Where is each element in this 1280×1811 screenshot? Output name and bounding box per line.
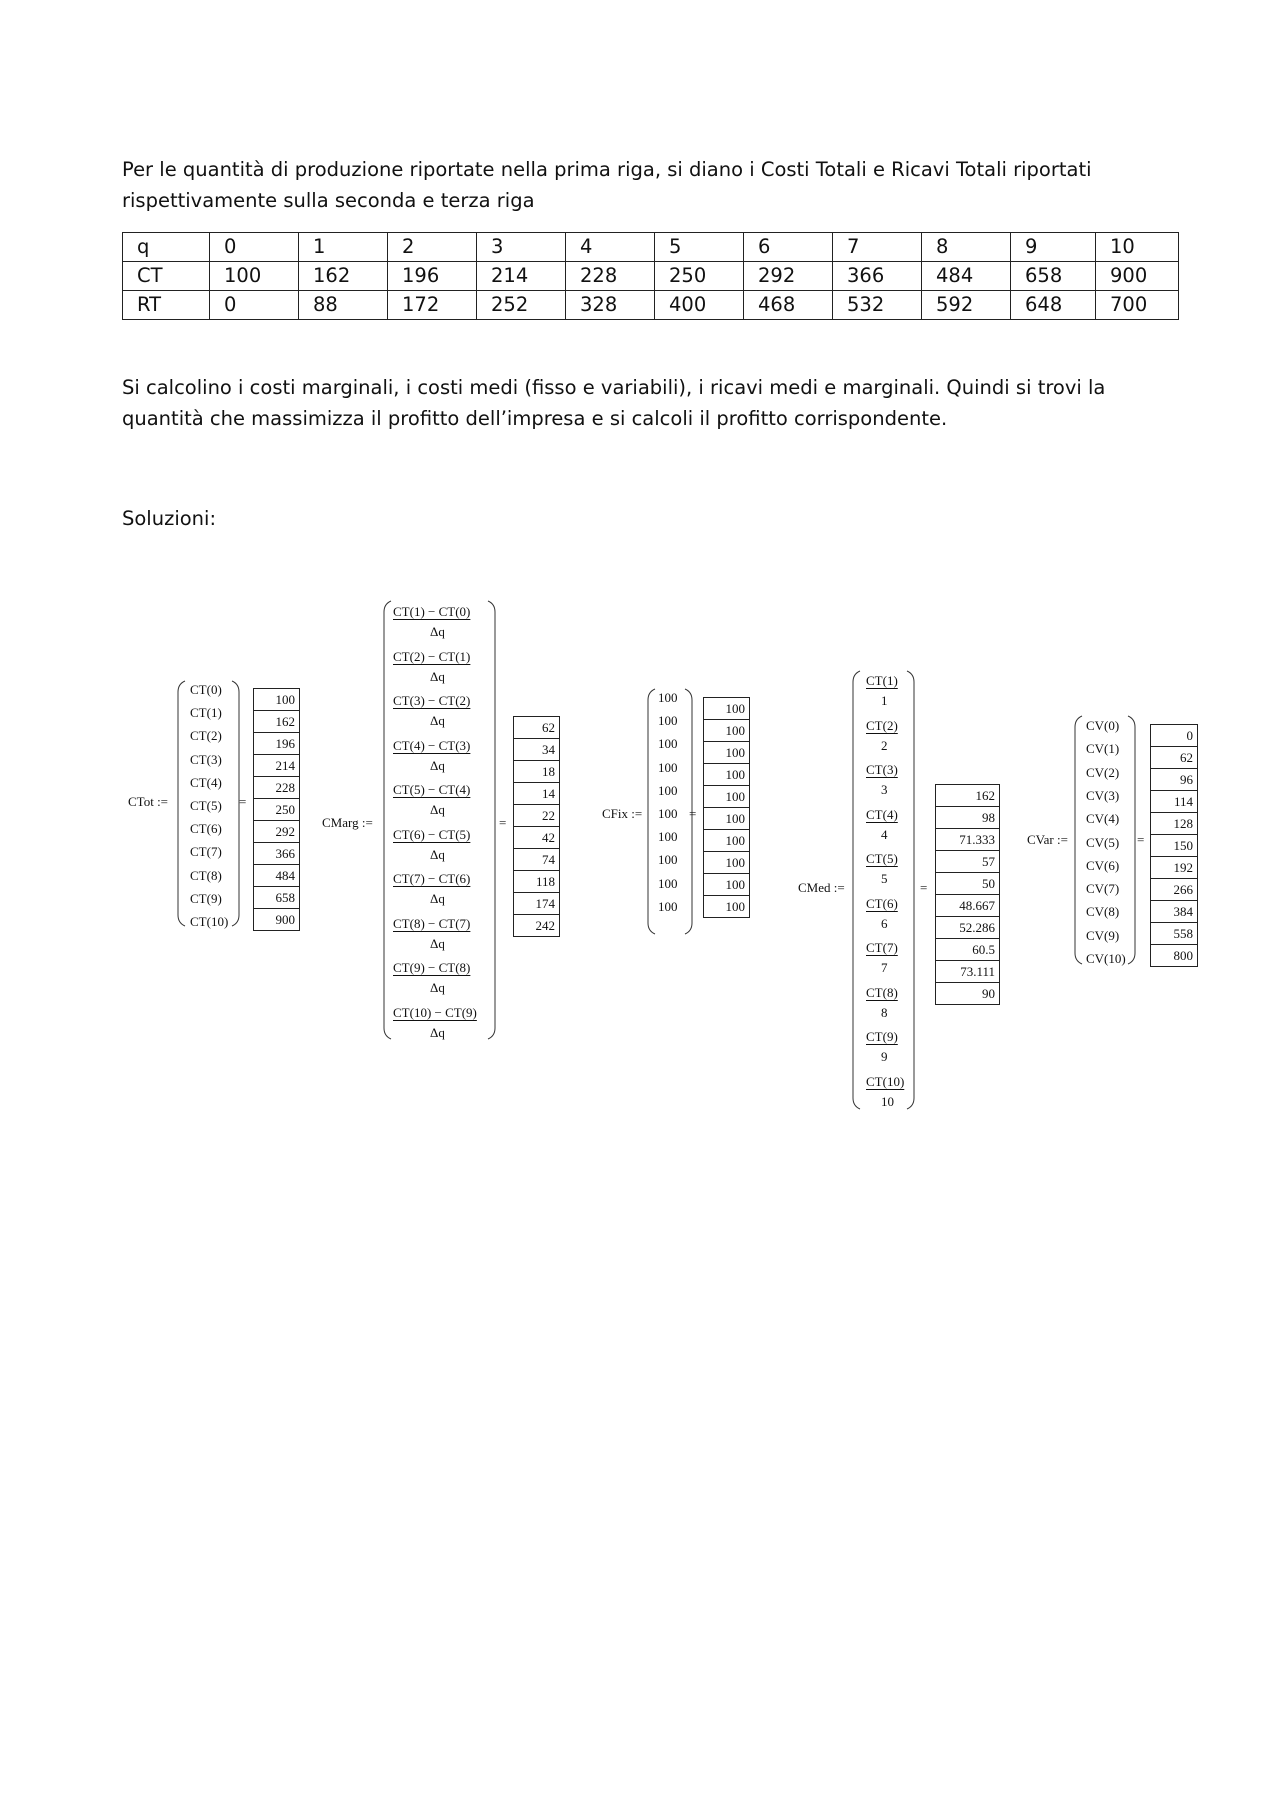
result-cell: 62 bbox=[1151, 747, 1198, 769]
result-cell: 800 bbox=[1151, 945, 1198, 967]
result-cell: 192 bbox=[1151, 857, 1198, 879]
cmed-result-column bbox=[935, 784, 1000, 1005]
cfix-term: 100 bbox=[658, 875, 678, 891]
result-row bbox=[1151, 835, 1198, 857]
result-cell: 34 bbox=[514, 739, 560, 761]
result-row bbox=[254, 777, 300, 799]
result-cell: 658 bbox=[254, 887, 300, 909]
result-cell: 90 bbox=[936, 983, 1000, 1005]
result-row bbox=[936, 983, 1000, 1005]
result-row bbox=[704, 786, 750, 808]
result-row bbox=[704, 720, 750, 742]
cmed-label: CMed := bbox=[798, 880, 845, 895]
table-cell: 88 bbox=[299, 291, 388, 320]
result-row bbox=[1151, 813, 1198, 835]
table-cell: 900 bbox=[1096, 262, 1179, 291]
cvar-term: CV(1) bbox=[1086, 741, 1120, 757]
table-cell: 8 bbox=[922, 233, 1011, 262]
table-cell: 2 bbox=[388, 233, 477, 262]
result-row bbox=[514, 915, 560, 937]
table-cell: 162 bbox=[299, 262, 388, 291]
cfix-term: 100 bbox=[658, 852, 678, 868]
result-row bbox=[1151, 857, 1198, 879]
cmed-denominator: 2 bbox=[881, 737, 888, 753]
cfix-term: 100 bbox=[658, 736, 678, 752]
result-cell: 18 bbox=[514, 761, 560, 783]
cfix-term: 100 bbox=[658, 806, 678, 821]
result-cell: 57 bbox=[936, 851, 1000, 873]
result-cell: 100 bbox=[704, 786, 750, 808]
result-cell: 114 bbox=[1151, 791, 1198, 813]
cmarg-denominator: Δq bbox=[430, 891, 445, 906]
result-row bbox=[704, 852, 750, 874]
result-row bbox=[704, 830, 750, 852]
cvar-term: CV(6) bbox=[1086, 857, 1120, 873]
cmed-denominator: 9 bbox=[881, 1049, 888, 1064]
cfix-term: 100 bbox=[658, 829, 678, 845]
result-row bbox=[1151, 945, 1198, 967]
result-cell: 100 bbox=[704, 698, 750, 720]
cvar-term: CV(9) bbox=[1086, 927, 1120, 943]
result-cell: 292 bbox=[254, 821, 300, 843]
result-cell: 558 bbox=[1151, 923, 1198, 945]
ctot-term: CT(1) bbox=[190, 705, 222, 721]
cvar-label: CVar := bbox=[1027, 832, 1068, 847]
result-cell: 174 bbox=[514, 893, 560, 915]
result-row bbox=[1151, 769, 1198, 791]
cfix-label: CFix := bbox=[602, 806, 643, 821]
table-row bbox=[123, 291, 1179, 320]
result-cell: 266 bbox=[1151, 879, 1198, 901]
result-row bbox=[514, 761, 560, 783]
result-cell: 384 bbox=[1151, 901, 1198, 923]
cmed-numerator: CT(2) bbox=[866, 717, 898, 733]
cfix-term: 100 bbox=[658, 690, 678, 705]
table-cell: 10 bbox=[1096, 233, 1179, 262]
table-cell: 700 bbox=[1096, 291, 1179, 320]
result-row bbox=[704, 808, 750, 830]
result-cell: 98 bbox=[936, 807, 1000, 829]
solutions-heading: Soluzioni: bbox=[122, 507, 217, 530]
cmed-numerator: CT(5) bbox=[866, 851, 898, 866]
cvar-term: CV(7) bbox=[1086, 881, 1120, 897]
cmed-denominator: 10 bbox=[881, 1093, 894, 1109]
cmed-numerator: CT(4) bbox=[866, 806, 898, 822]
table-cell: 400 bbox=[655, 291, 744, 320]
ctot-term: CT(8) bbox=[190, 867, 222, 883]
result-row bbox=[704, 764, 750, 786]
data-table bbox=[122, 232, 1179, 320]
result-cell: 73.111 bbox=[936, 961, 1000, 983]
result-cell: 250 bbox=[254, 799, 300, 821]
result-cell: 100 bbox=[254, 689, 300, 711]
table-cell: 0 bbox=[210, 291, 299, 320]
result-cell: 100 bbox=[704, 720, 750, 742]
result-cell: 900 bbox=[254, 909, 300, 931]
result-row bbox=[514, 805, 560, 827]
cmarg-numerator: CT(8) − CT(7) bbox=[393, 915, 471, 931]
row-header-cell: q bbox=[123, 233, 210, 262]
result-row bbox=[704, 896, 750, 918]
cvar-term: CV(8) bbox=[1086, 904, 1120, 920]
result-row bbox=[514, 739, 560, 761]
left-paren bbox=[177, 680, 187, 927]
result-row bbox=[254, 755, 300, 777]
equals-sign: = bbox=[920, 880, 928, 895]
ctot-term: CT(10) bbox=[190, 914, 229, 929]
cmed-denominator: 1 bbox=[881, 693, 888, 708]
table-cell: 228 bbox=[566, 262, 655, 291]
result-cell: 214 bbox=[254, 755, 300, 777]
result-cell: 62 bbox=[514, 717, 560, 739]
left-paren bbox=[383, 600, 393, 1040]
cfix-term: 100 bbox=[658, 713, 678, 729]
table-cell: 214 bbox=[477, 262, 566, 291]
cmarg-numerator: CT(9) − CT(8) bbox=[393, 960, 471, 975]
ctot-term: CT(7) bbox=[190, 844, 222, 860]
result-cell: 96 bbox=[1151, 769, 1198, 791]
result-cell: 42 bbox=[514, 827, 560, 849]
equals-sign: = bbox=[1137, 832, 1145, 847]
result-cell: 484 bbox=[254, 865, 300, 887]
cmarg-denominator: Δq bbox=[430, 1024, 445, 1040]
cmarg-numerator: CT(1) − CT(0) bbox=[393, 604, 471, 619]
result-row bbox=[514, 783, 560, 805]
cvar-term: CV(3) bbox=[1086, 787, 1120, 803]
result-cell: 162 bbox=[936, 785, 1000, 807]
cmarg-denominator: Δq bbox=[430, 668, 445, 684]
result-row bbox=[1151, 879, 1198, 901]
cmed-denominator: 6 bbox=[881, 915, 888, 931]
table-cell: 1 bbox=[299, 233, 388, 262]
result-cell: 228 bbox=[254, 777, 300, 799]
result-cell: 0 bbox=[1151, 725, 1198, 747]
result-cell: 74 bbox=[514, 849, 560, 871]
result-cell: 48.667 bbox=[936, 895, 1000, 917]
row-header-cell: RT bbox=[123, 291, 210, 320]
result-row bbox=[1151, 791, 1198, 813]
result-cell: 100 bbox=[704, 874, 750, 896]
cmarg-denominator: Δq bbox=[430, 624, 445, 639]
ctot-term: CT(5) bbox=[190, 798, 222, 813]
result-row bbox=[936, 807, 1000, 829]
result-row bbox=[254, 843, 300, 865]
result-cell: 242 bbox=[514, 915, 560, 937]
right-paren bbox=[486, 600, 496, 1040]
result-row bbox=[704, 698, 750, 720]
cmed-denominator: 4 bbox=[881, 826, 888, 842]
cmed-denominator: 5 bbox=[881, 871, 888, 886]
result-row bbox=[936, 939, 1000, 961]
ctot-term: CT(0) bbox=[190, 682, 222, 697]
result-row bbox=[254, 887, 300, 909]
result-cell: 100 bbox=[704, 896, 750, 918]
cmed-numerator: CT(8) bbox=[866, 984, 898, 1000]
table-cell: 648 bbox=[1011, 291, 1096, 320]
cmed-numerator: CT(10) bbox=[866, 1073, 905, 1089]
table-cell: 292 bbox=[744, 262, 833, 291]
result-row bbox=[936, 829, 1000, 851]
cvar-term: CV(5) bbox=[1086, 834, 1120, 850]
result-row bbox=[936, 895, 1000, 917]
result-cell: 118 bbox=[514, 871, 560, 893]
cmed-denominator: 7 bbox=[881, 960, 888, 975]
result-row bbox=[936, 961, 1000, 983]
result-cell: 100 bbox=[704, 808, 750, 830]
result-cell: 14 bbox=[514, 783, 560, 805]
question-paragraph: Si calcolino i costi marginali, i costi medi (fisso e variabili), i ricavi medi e marginali. Quindi si trovi la quantità che massimizza il profitto dell’impresa e si calcoli il profitto corrispondente. bbox=[122, 376, 1106, 430]
equals-sign: = bbox=[239, 794, 247, 809]
result-cell: 22 bbox=[514, 805, 560, 827]
cvar-term: CV(2) bbox=[1086, 764, 1120, 780]
result-row bbox=[254, 733, 300, 755]
result-cell: 100 bbox=[704, 830, 750, 852]
cmarg-denominator: Δq bbox=[430, 935, 445, 951]
ctot-term: CT(4) bbox=[190, 774, 222, 790]
equals-sign: = bbox=[689, 806, 697, 821]
result-cell: 196 bbox=[254, 733, 300, 755]
table-cell: 9 bbox=[1011, 233, 1096, 262]
left-paren bbox=[1074, 715, 1084, 965]
result-row bbox=[1151, 923, 1198, 945]
cvar-term: CV(10) bbox=[1086, 951, 1126, 966]
result-row bbox=[1151, 901, 1198, 923]
cmarg-denominator: Δq bbox=[430, 980, 445, 995]
cfix-term: 100 bbox=[658, 898, 678, 914]
table-cell: 252 bbox=[477, 291, 566, 320]
table-cell: 658 bbox=[1011, 262, 1096, 291]
cfix-term: 100 bbox=[658, 759, 678, 775]
cmarg-numerator: CT(7) − CT(6) bbox=[393, 871, 471, 886]
table-cell: 5 bbox=[655, 233, 744, 262]
right-paren bbox=[1126, 715, 1136, 965]
table-cell: 328 bbox=[566, 291, 655, 320]
result-row bbox=[254, 799, 300, 821]
cmarg-denominator: Δq bbox=[430, 846, 445, 862]
ctot-term: CT(9) bbox=[190, 890, 222, 906]
result-row bbox=[514, 717, 560, 739]
result-row bbox=[514, 849, 560, 871]
table-cell: 7 bbox=[833, 233, 922, 262]
equals-sign: = bbox=[499, 815, 507, 830]
result-cell: 162 bbox=[254, 711, 300, 733]
result-row bbox=[936, 851, 1000, 873]
result-row bbox=[254, 909, 300, 931]
left-paren bbox=[852, 670, 862, 1110]
result-cell: 366 bbox=[254, 843, 300, 865]
cmarg-denominator: Δq bbox=[430, 757, 445, 773]
cmarg-denominator: Δq bbox=[430, 713, 445, 728]
result-row bbox=[514, 871, 560, 893]
ctot-result-column bbox=[253, 688, 300, 931]
table-row bbox=[123, 233, 1179, 262]
cmed-numerator: CT(6) bbox=[866, 895, 898, 911]
cvar-term: CV(0) bbox=[1086, 718, 1120, 733]
table-cell: 172 bbox=[388, 291, 477, 320]
result-cell: 50 bbox=[936, 873, 1000, 895]
table-cell: 4 bbox=[566, 233, 655, 262]
ctot-term: CT(3) bbox=[190, 751, 222, 767]
result-cell: 71.333 bbox=[936, 829, 1000, 851]
table-cell: 250 bbox=[655, 262, 744, 291]
result-row bbox=[936, 785, 1000, 807]
result-row bbox=[514, 893, 560, 915]
table-cell: 6 bbox=[744, 233, 833, 262]
cmed-numerator: CT(9) bbox=[866, 1029, 898, 1044]
cmarg-numerator: CT(3) − CT(2) bbox=[393, 693, 471, 708]
table-row bbox=[123, 262, 1179, 291]
result-row bbox=[254, 689, 300, 711]
row-header-cell: CT bbox=[123, 262, 210, 291]
cmarg-numerator: CT(4) − CT(3) bbox=[393, 737, 471, 753]
result-cell: 52.286 bbox=[936, 917, 1000, 939]
table-cell: 532 bbox=[833, 291, 922, 320]
cmed-denominator: 8 bbox=[881, 1004, 888, 1020]
table-cell: 100 bbox=[210, 262, 299, 291]
cmed-denominator: 3 bbox=[881, 782, 888, 797]
cvar-term: CV(4) bbox=[1086, 811, 1120, 827]
result-row bbox=[1151, 725, 1198, 747]
result-row bbox=[254, 711, 300, 733]
result-cell: 60.5 bbox=[936, 939, 1000, 961]
cmed-numerator: CT(1) bbox=[866, 673, 898, 688]
result-cell: 100 bbox=[704, 742, 750, 764]
cvar-result-column bbox=[1150, 724, 1198, 967]
result-cell: 100 bbox=[704, 764, 750, 786]
result-row bbox=[936, 917, 1000, 939]
table-cell: 592 bbox=[922, 291, 1011, 320]
cmarg-numerator: CT(10) − CT(9) bbox=[393, 1004, 477, 1020]
result-row bbox=[704, 742, 750, 764]
cmed-numerator: CT(7) bbox=[866, 940, 898, 955]
result-row bbox=[704, 874, 750, 896]
ctot-term: CT(6) bbox=[190, 821, 222, 837]
table-cell: 3 bbox=[477, 233, 566, 262]
result-cell: 128 bbox=[1151, 813, 1198, 835]
cmarg-numerator: CT(2) − CT(1) bbox=[393, 648, 471, 664]
cmarg-label: CMarg := bbox=[322, 815, 373, 830]
cmarg-numerator: CT(6) − CT(5) bbox=[393, 826, 471, 842]
cmed-numerator: CT(3) bbox=[866, 762, 898, 777]
table-cell: 196 bbox=[388, 262, 477, 291]
table-cell: 468 bbox=[744, 291, 833, 320]
result-row bbox=[254, 821, 300, 843]
cfix-term: 100 bbox=[658, 782, 678, 798]
ctot-term: CT(2) bbox=[190, 728, 222, 744]
result-cell: 150 bbox=[1151, 835, 1198, 857]
result-row bbox=[1151, 747, 1198, 769]
result-row bbox=[514, 827, 560, 849]
cmarg-denominator: Δq bbox=[430, 802, 445, 817]
intro-paragraph: Per le quantità di produzione riportate nella prima riga, si diano i Costi Totali e Ricavi Totali riportati rispettivamente sulla seconda e terza riga bbox=[122, 158, 1092, 212]
table-cell: 0 bbox=[210, 233, 299, 262]
table-cell: 366 bbox=[833, 262, 922, 291]
table-cell: 484 bbox=[922, 262, 1011, 291]
result-cell: 100 bbox=[704, 852, 750, 874]
left-paren bbox=[647, 688, 657, 935]
cmarg-numerator: CT(5) − CT(4) bbox=[393, 782, 471, 797]
ctot-label: CTot := bbox=[128, 794, 169, 809]
result-row bbox=[936, 873, 1000, 895]
right-paren bbox=[905, 670, 915, 1110]
cfix-result-column bbox=[703, 697, 750, 918]
cmarg-result-column bbox=[513, 716, 560, 937]
result-row bbox=[254, 865, 300, 887]
